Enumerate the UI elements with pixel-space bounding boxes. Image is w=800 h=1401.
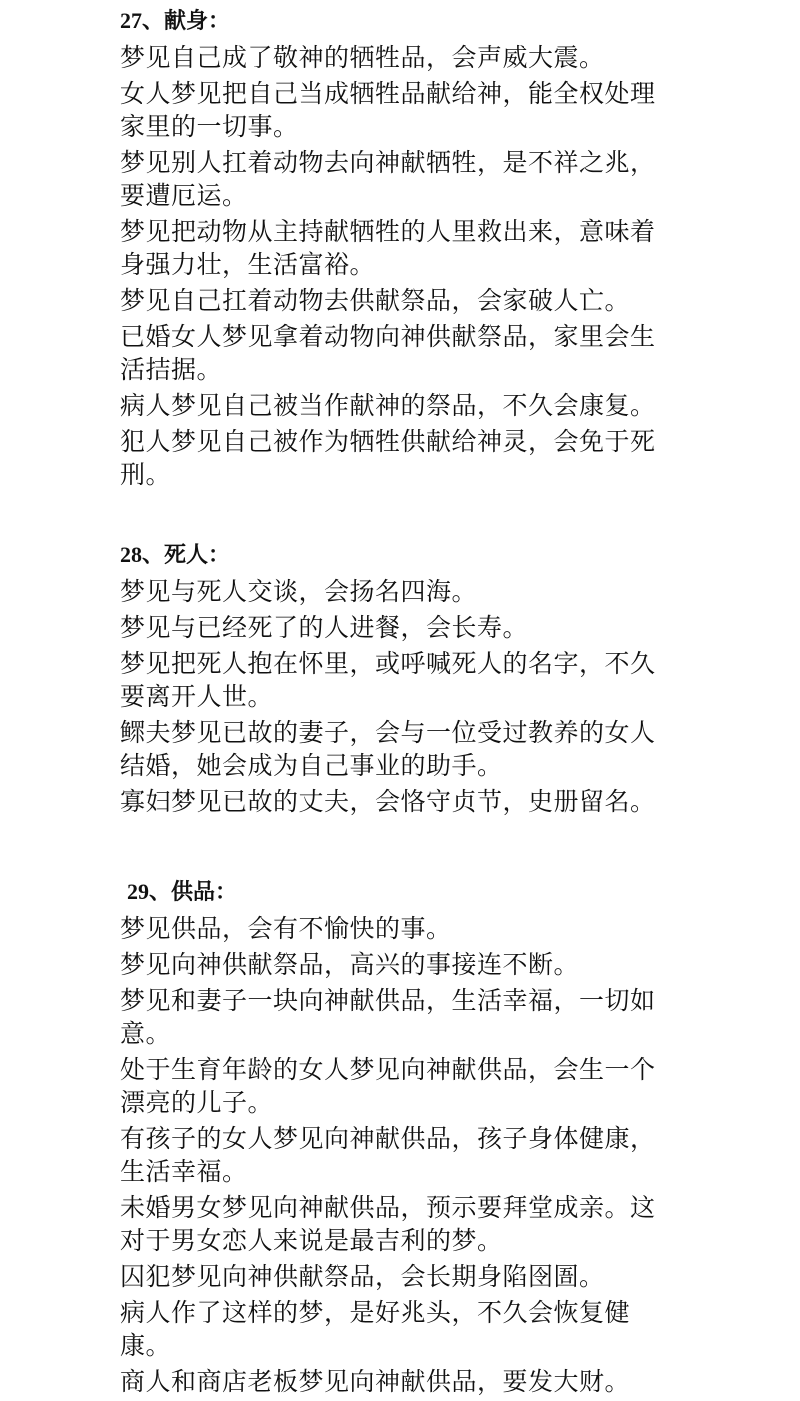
paragraph: 梦见和妻子一块向神献供品，生活幸福，一切如意。 bbox=[120, 986, 656, 1048]
paragraph: 梦见与死人交谈，会扬名四海。 bbox=[120, 577, 478, 606]
section-28 bbox=[120, 543, 680, 821]
section-heading: 29、供品： bbox=[127, 879, 238, 904]
section-27 bbox=[120, 9, 680, 494]
paragraph: 已婚女人梦见拿着动物向神供献祭品，家里会生活拮据。 bbox=[120, 322, 656, 384]
paragraph: 梦见把死人抱在怀里，或呼喊死人的名字，不久要离开人世。 bbox=[120, 649, 656, 711]
paragraph: 寡妇梦见已故的丈夫，会恪守贞节，史册留名。 bbox=[120, 787, 656, 816]
paragraph: 病人梦见自己被当作献神的祭品，不久会康复。 bbox=[120, 391, 656, 420]
paragraph: 梦见供品，会有不愉快的事。 bbox=[120, 914, 452, 943]
section-heading: 28、死人： bbox=[120, 542, 231, 567]
paragraph: 未婚男女梦见向神献供品，预示要拜堂成亲。这对于男女恋人来说是最吉利的梦。 bbox=[120, 1193, 656, 1255]
paragraph: 商人和商店老板梦见向神献供品，要发大财。 bbox=[120, 1367, 631, 1396]
paragraph: 梦见把动物从主持献牺牲的人里救出来，意味着身强力壮，生活富裕。 bbox=[120, 217, 656, 279]
paragraph: 病人作了这样的梦，是好兆头，不久会恢复健康。 bbox=[120, 1298, 631, 1360]
paragraph: 处于生育年龄的女人梦见向神献供品，会生一个漂亮的儿子。 bbox=[120, 1055, 656, 1117]
paragraph: 犯人梦见自己被作为牺牲供献给神灵，会免于死刑。 bbox=[120, 427, 656, 489]
section-heading: 27、献身： bbox=[120, 8, 231, 33]
paragraph: 鳏夫梦见已故的妻子，会与一位受过教养的女人结婚，她会成为自己事业的助手。 bbox=[120, 718, 656, 780]
paragraph: 梦见自己成了敬神的牺牲品，会声威大震。 bbox=[120, 43, 605, 72]
paragraph: 梦见自己扛着动物去供献祭品，会家破人亡。 bbox=[120, 286, 631, 315]
section-29 bbox=[120, 880, 680, 1401]
paragraph: 女人梦见把自己当成牺牲品献给神，能全权处理家里的一切事。 bbox=[120, 79, 656, 141]
paragraph: 有孩子的女人梦见向神献供品，孩子身体健康，生活幸福。 bbox=[120, 1124, 656, 1186]
paragraph: 囚犯梦见向神供献祭品，会长期身陷囹圄。 bbox=[120, 1262, 605, 1291]
paragraph: 梦见向神供献祭品，高兴的事接连不断。 bbox=[120, 950, 580, 979]
paragraph: 梦见与已经死了的人进餐，会长寿。 bbox=[120, 613, 529, 642]
paragraph: 梦见别人扛着动物去向神献牺牲，是不祥之兆，要遭厄运。 bbox=[120, 148, 656, 210]
